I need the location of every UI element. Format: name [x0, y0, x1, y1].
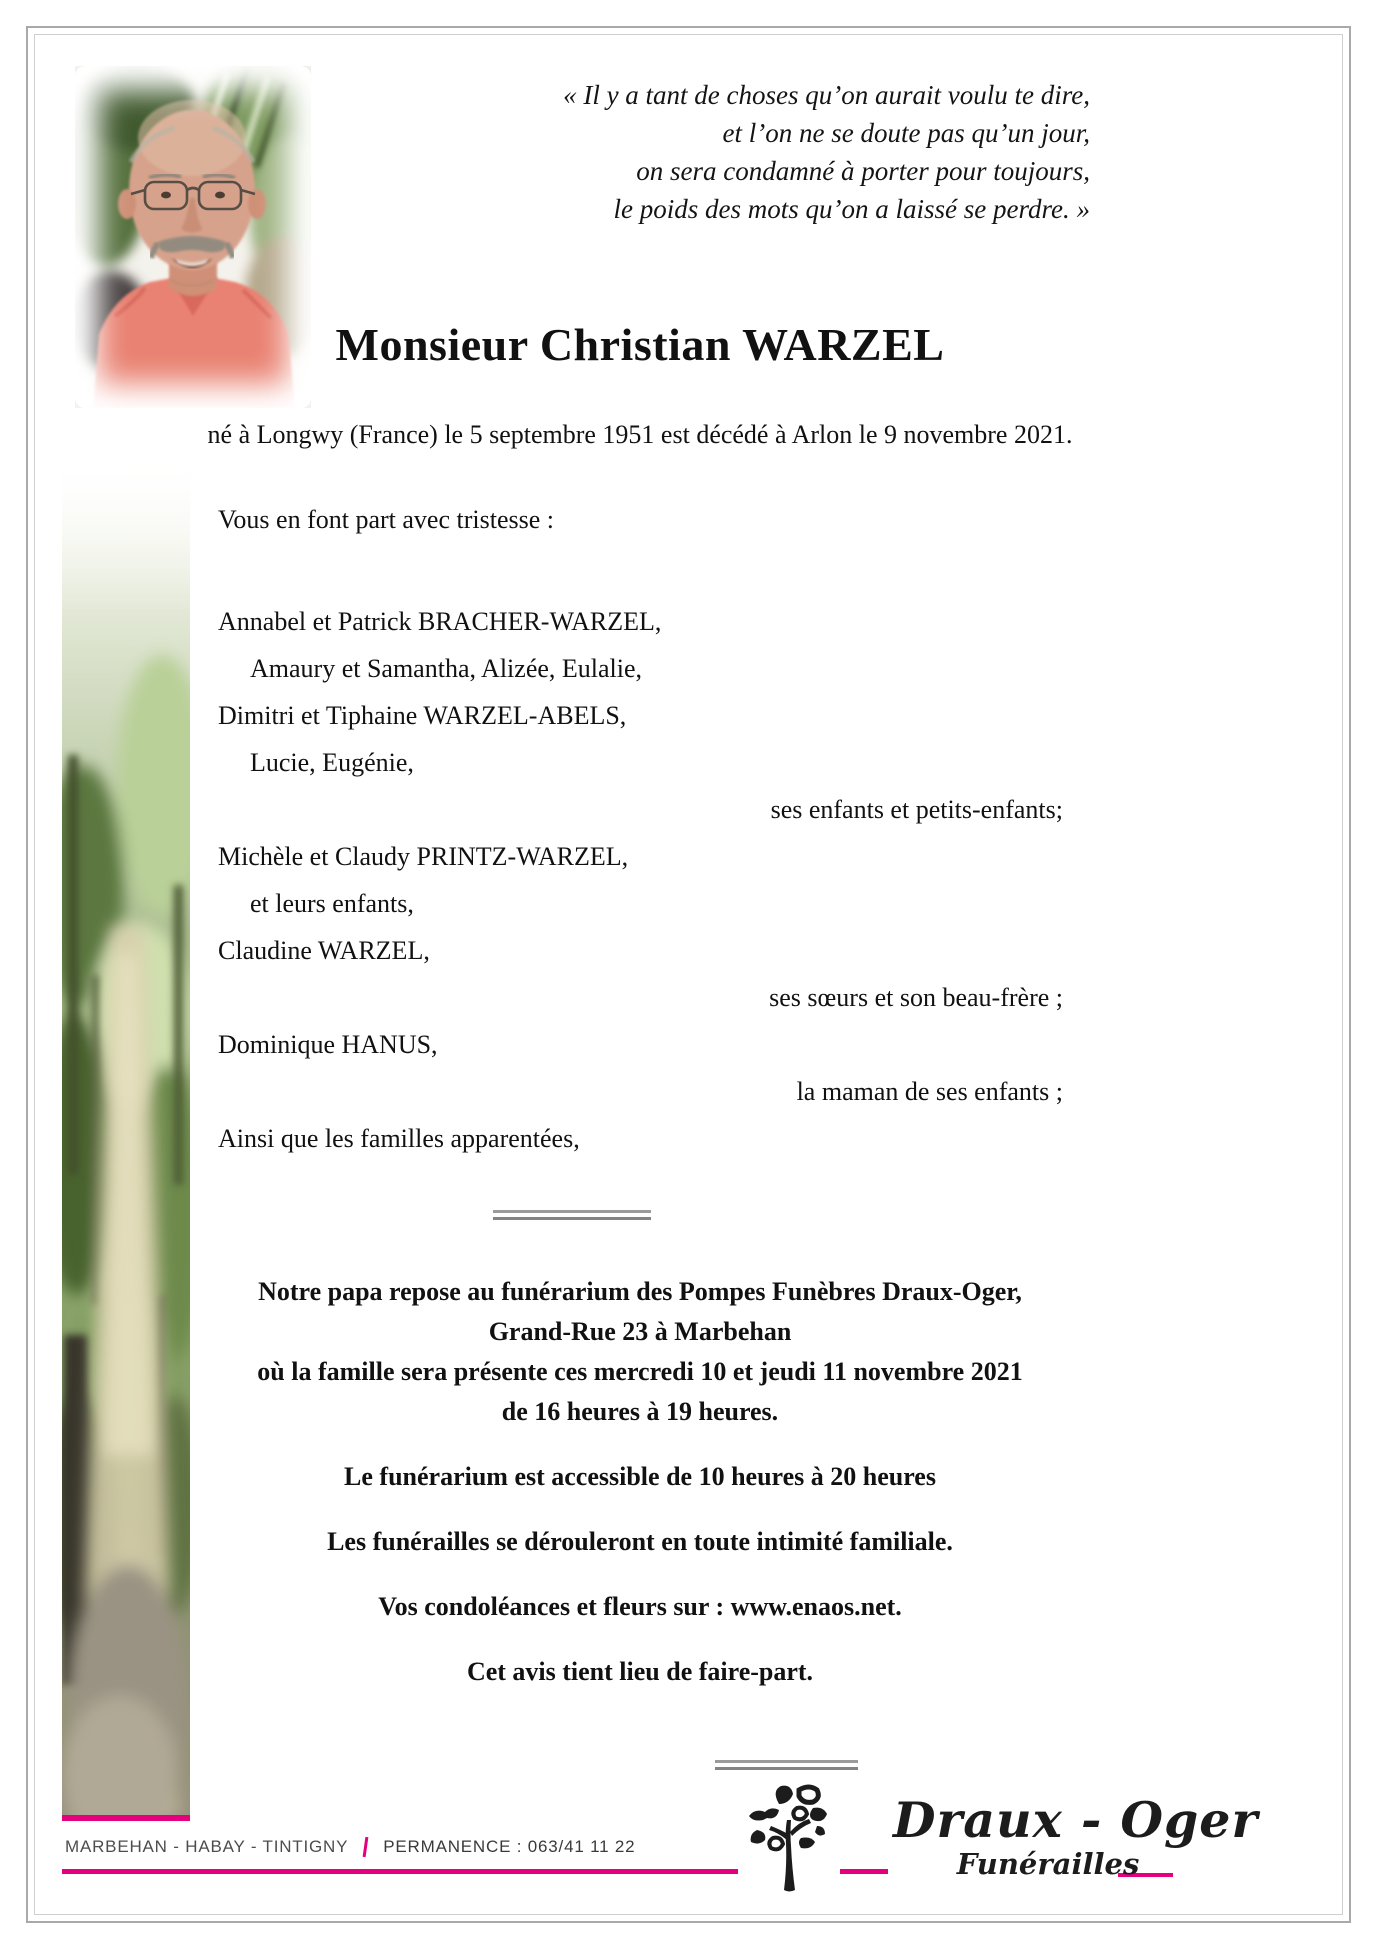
section-divider [493, 1210, 651, 1220]
birth-death-line: né à Longwy (France) le 5 septembre 1951 est décédé à Arlon le 9 novembre 2021. [207, 420, 1073, 449]
footer-rule [62, 1869, 738, 1874]
relation-line: ses sœurs et son beau-frère ; [769, 983, 1063, 1012]
detail-line: Grand-Rue 23 à Marbehan [488, 1317, 792, 1346]
announcement-intro: Vous en font part avec tristesse : [218, 505, 554, 534]
quote-line: et l’on ne se doute pas qu’un jour, [722, 118, 1090, 148]
funeral-home-subtitle: Funérailles [956, 1847, 1140, 1881]
condolences-line: Vos condoléances et fleurs sur : www.enaos.net. [378, 1592, 902, 1621]
quote-line: « Il y a tant de choses qu’on aurait voulu te dire, [563, 80, 1090, 110]
funeral-details [200, 1272, 1080, 1717]
family-line: Amaury et Samantha, Alizée, Eulalie, [250, 654, 643, 683]
footer-rule-segment [840, 1869, 888, 1874]
funeral-paragraph [200, 1522, 1080, 1562]
family-line: Annabel et Patrick BRACHER-WARZEL, [218, 607, 662, 636]
footer-contact [65, 1837, 635, 1857]
family-line: Michèle et Claudy PRINTZ-WARZEL, [218, 842, 629, 871]
section-divider [715, 1760, 858, 1770]
quote-line: on sera condamné à porter pour toujours, [636, 156, 1090, 186]
footer-locations: MARBEHAN - HABAY - TINTIGNY [65, 1837, 349, 1856]
funeral-paragraph [200, 1587, 1080, 1627]
forest-path-illustration [62, 455, 190, 1815]
detail-line: Cet avis tient lieu de faire-part. [466, 1657, 814, 1686]
tree-icon [743, 1782, 831, 1892]
funeral-paragraph [200, 1272, 1080, 1432]
detail-line: Le funérarium est accessible de 10 heures à 20 heures [344, 1462, 936, 1491]
funeral-home-logo [893, 1791, 1259, 1881]
funeral-home-name: Draux - Oger [893, 1791, 1259, 1849]
relation-line: la maman de ses enfants ; [796, 1077, 1063, 1106]
family-line: Dimitri et Tiphaine WARZEL-ABELS, [218, 701, 627, 730]
detail-line: où la famille sera présente ces mercredi 10 et jeudi 11 novembre 2021 [257, 1357, 1023, 1386]
relation-line: ses enfants et petits-enfants; [770, 795, 1063, 824]
footer-separator [363, 1837, 369, 1857]
forest-path-photo [62, 455, 190, 1815]
family-line: Dominique HANUS, [218, 1030, 438, 1059]
memorial-quote [430, 76, 1090, 228]
quote-line: le poids des mots qu’on a laissé se perdre. » [613, 194, 1090, 224]
funeral-paragraph [200, 1457, 1080, 1497]
deceased-name-title: Monsieur Christian WARZEL [335, 319, 945, 370]
detail-line: de 16 heures à 19 heures. [501, 1397, 779, 1426]
family-line: Claudine WARZEL, [218, 936, 430, 965]
family-list [218, 598, 1063, 1162]
funeral-paragraph [200, 1652, 1080, 1692]
family-line: Ainsi que les familles apparentées, [218, 1124, 580, 1153]
photo-accent-bar [62, 1815, 190, 1821]
footer-permanence: PERMANENCE : 063/41 11 22 [383, 1837, 636, 1856]
family-line: et leurs enfants, [250, 889, 414, 918]
detail-line: Notre papa repose au funérarium des Pompes Funèbres Draux-Oger, [258, 1277, 1022, 1306]
detail-line: Les funérailles se dérouleront en toute intimité familiale. [327, 1527, 953, 1556]
family-line: Lucie, Eugénie, [250, 748, 414, 777]
